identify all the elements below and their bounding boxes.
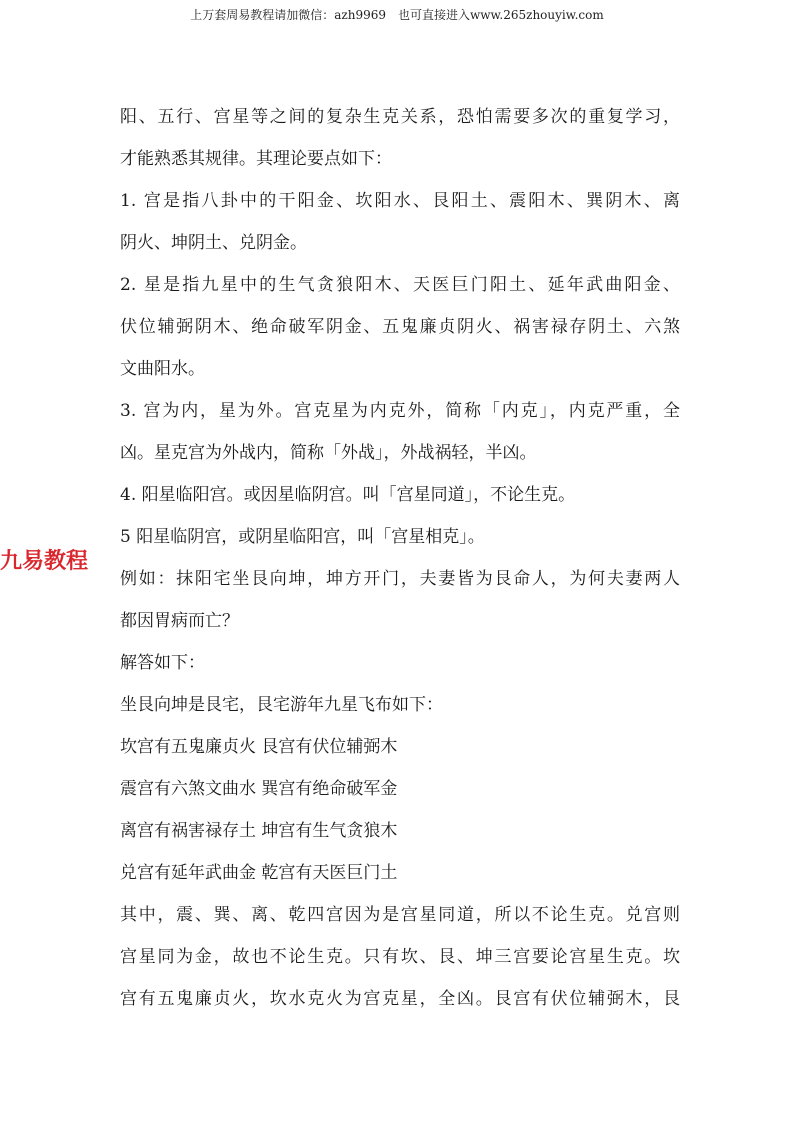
watermark-logo: 九易教程	[0, 549, 89, 574]
text-line: 阳、五行、宫星等之间的复杂生克关系，恐怕需要多次的重复学习，	[120, 107, 680, 127]
text-line: 4. 阳星临阳宫。或因星临阴宫。叫「宫星同道」，不论生克。	[120, 485, 576, 505]
text-line: 解答如下：	[120, 653, 205, 673]
text-line: 凶。星克宫为外战内，简称「外战」，外战祸轻，半凶。	[120, 443, 537, 463]
text-line: 例如：抹阳宅坐艮向坤，坤方开门，夫妻皆为艮命人，为何夫妻两人	[120, 569, 680, 589]
document-body	[120, 96, 680, 1020]
text-line: 宫有五鬼廉贞火，坎水克火为宫克星，全凶。艮宫有伏位辅弼木，艮	[120, 989, 680, 1009]
text-line: 文曲阳水。	[120, 359, 205, 379]
text-line: 兑宫有延年武曲金 乾宫有天医巨门土	[120, 863, 398, 883]
text-line: 才能熟悉其规律。其理论要点如下：	[120, 149, 392, 169]
text-line: 坐艮向坤是艮宅，艮宅游年九星飞布如下：	[120, 695, 443, 715]
text-line: 坎宫有五鬼廉贞火 艮宫有伏位辅弼木	[120, 737, 398, 757]
text-line: 其中，震、巽、离、乾四宫因为是宫星同道，所以不论生克。兑宫则	[120, 905, 680, 925]
text-line: 离宫有祸害禄存土 坤宫有生气贪狼木	[120, 821, 398, 841]
text-line: 2. 星是指九星中的生气贪狼阳木、天医巨门阳土、延年武曲阳金、	[120, 275, 680, 295]
text-line: 阴火、坤阴土、兑阴金。	[120, 233, 307, 253]
text-line: 宫星同为金，故也不论生克。只有坎、艮、坤三宫要论宫星生克。坎	[120, 947, 680, 967]
text-line: 5 阳星临阴宫，或阴星临阳宫，叫「宫星相克」。	[120, 527, 485, 547]
text-line: 都因胃病而亡？	[120, 611, 239, 631]
text-line: 伏位辅弼阴木、绝命破军阴金、五鬼廉贞阴火、祸害禄存阴土、六煞	[120, 317, 680, 337]
text-line: 1. 宫是指八卦中的干阳金、坎阳水、艮阳土、震阳木、巽阴木、离	[120, 191, 680, 211]
text-line: 3. 宫为内，星为外。宫克星为内克外，简称「内克」，内克严重，全	[120, 401, 680, 421]
page-header: 上万套周易教程请加微信：azh9969 也可直接进入www.265zhouyiw.com	[190, 8, 604, 22]
text-line: 震宫有六煞文曲水 巽宫有绝命破军金	[120, 779, 398, 799]
